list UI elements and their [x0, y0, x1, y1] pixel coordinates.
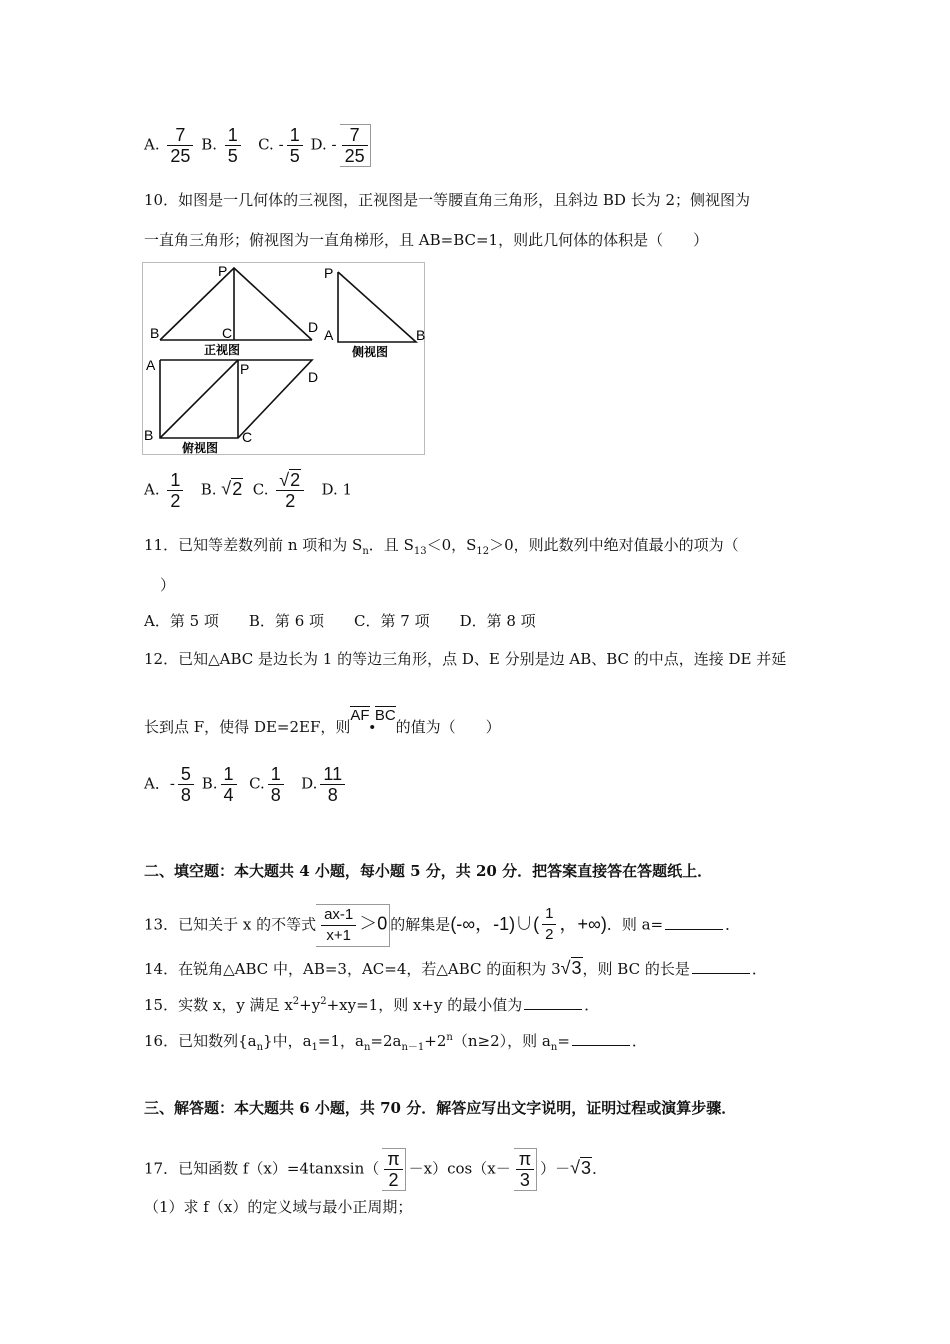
q10-c-fraction: $\frac{√2}{2}$ — [276, 470, 304, 511]
three-view-figure — [142, 262, 432, 458]
q13-inequality: $\frac{ax-1}{x+1}$ ＞0 — [316, 904, 390, 947]
front-label-d: D — [308, 319, 319, 335]
q14: 14．在锐角△ABC 中，AB=3，AC=4，若△ABC 的面积为 3√3，则 BC 的长是 ． — [144, 958, 767, 978]
q14-sqrt: √3 — [560, 958, 582, 978]
q13-answer-blank[interactable] — [665, 915, 723, 930]
q12-line2: 长到点 F，使得 DE=2EF，则AF•BC的值为（ ） — [144, 716, 501, 739]
q15-answer-blank[interactable] — [524, 995, 582, 1010]
q13-solution-set: (-∞，-1)∪( $\frac{1}{2}$ ，+∞) — [450, 905, 607, 944]
q12-a-fraction: $\frac{5}{8}$ — [178, 764, 194, 805]
q12-b-fraction: $\frac{1}{4}$ — [221, 764, 237, 805]
top-label-d: D — [308, 369, 319, 385]
q9-a-fraction: $\frac{7}{25}$ — [167, 125, 193, 166]
top-label-b: B — [144, 427, 154, 443]
top-view-caption: 俯视图 — [182, 441, 219, 455]
q17-frac2: $\frac{\pi}{3}$ — [514, 1148, 537, 1191]
side-label-b: B — [416, 327, 426, 343]
section2-heading: 二、填空题：本大题共 4 小题，每小题 5 分，共 20 分．把答案直接答在答题纸上． — [144, 862, 713, 880]
q10-b-sqrt: √2 — [221, 478, 243, 499]
q11-options: A．第 5 项 B．第 6 项 C．第 7 项 D．第 8 项 — [144, 612, 536, 630]
front-view-caption: 正视图 — [204, 343, 241, 357]
q13: 13．已知关于 x 的不等式 $\frac{ax-1}{x+1}$ ＞0 的解集是(-∞，-1)∪( $\frac{1}{2}$ ，+∞)．则 a= ． — [144, 904, 740, 947]
q12-options: A．- $\frac{5}{8}$ B. $\frac{1}{4}$ C. $\frac{1}{8}$ D. $\frac{11}{8}$ — [144, 764, 348, 805]
top-label-a: A — [146, 357, 156, 373]
q11-line2: ） — [160, 576, 176, 594]
top-view-trapezoid — [160, 360, 312, 438]
side-view-triangle — [338, 272, 416, 342]
q12-d-fraction: $\frac{11}{8}$ — [320, 764, 345, 805]
top-label-c: C — [242, 429, 253, 445]
q11-line1: 11．已知等差数列前 n 项和为 $S_n$．且 $S_{13}<0$，$S_{12}>0$，则此数列中绝对值最小的项为（ — [144, 536, 739, 557]
side-view-caption: 侧视图 — [352, 345, 389, 359]
section3-heading: 三、解答题：本大题共 6 小题，共 70 分．解答应写出文字说明，证明过程或演算步骤． — [144, 1099, 737, 1117]
front-view-triangle — [160, 268, 312, 340]
q10-options: A. $\frac{1}{2}$ B. √2 C. $\frac{√2}{2}$ D. 1 — [144, 470, 353, 511]
q9-b-fraction: $\frac{1}{5}$ — [225, 125, 241, 166]
front-label-b: B — [150, 325, 160, 341]
top-label-p: P — [240, 361, 250, 377]
front-label-c: C — [222, 325, 233, 341]
q14-answer-blank[interactable] — [692, 959, 750, 974]
q12-line1: 12．已知△ABC 是边长为 1 的等边三角形，点 D、E 分别是边 AB、BC 的中点，连接 DE 并延 — [144, 650, 787, 668]
q10-line1: 10．如图是一几何体的三视图，正视图是一等腰直角三角形，且斜边 BD 长为 2；侧视图为 — [144, 191, 750, 209]
q10-a-fraction: $\frac{1}{2}$ — [167, 470, 183, 511]
q10-line2: 一直角三角形；俯视图为一直角梯形，且 AB=BC=1，则此几何体的体积是（ ） — [144, 231, 709, 249]
q17-sqrt: √3 — [570, 1157, 592, 1178]
q16: 16．已知数列$\{a_n\}$中，$a_1=1$，$a_n=2a_{n-1}+2^n(n\ge 2)$，则 $a_n=$ ． — [144, 1032, 647, 1053]
q17-frac1: $\frac{\pi}{2}$ — [382, 1148, 405, 1191]
vector-dot-product: AF•BC — [350, 707, 396, 736]
q16-answer-blank[interactable] — [572, 1031, 630, 1046]
q9-c-fraction: $\frac{1}{5}$ — [287, 125, 303, 166]
q12-c-fraction: $\frac{1}{8}$ — [268, 764, 284, 805]
q17-part1: （1）求 f（x）的定义域与最小正周期； — [144, 1198, 413, 1216]
front-label-p: P — [218, 263, 228, 279]
q9-options: A. $\frac{7}{25}$ B. $\frac{1}{5}$ C. - $\frac{1}{5}$ D. - $\frac{7}{25}$ — [144, 124, 374, 167]
side-label-p: P — [324, 265, 334, 281]
side-label-a: A — [324, 327, 334, 343]
q9-d-fraction: $\frac{7}{25}$ — [340, 124, 371, 167]
q17: 17．已知函数 f（x）=4tanxsin（ $\frac{\pi}{2}$ －x）cos（x－ $\frac{\pi}{3}$ ）－√3． — [144, 1149, 608, 1190]
q15: 15．实数 x，y 满足 $x^2+y^2+xy=1$，则 x+y 的最小值为 ． — [144, 996, 600, 1014]
